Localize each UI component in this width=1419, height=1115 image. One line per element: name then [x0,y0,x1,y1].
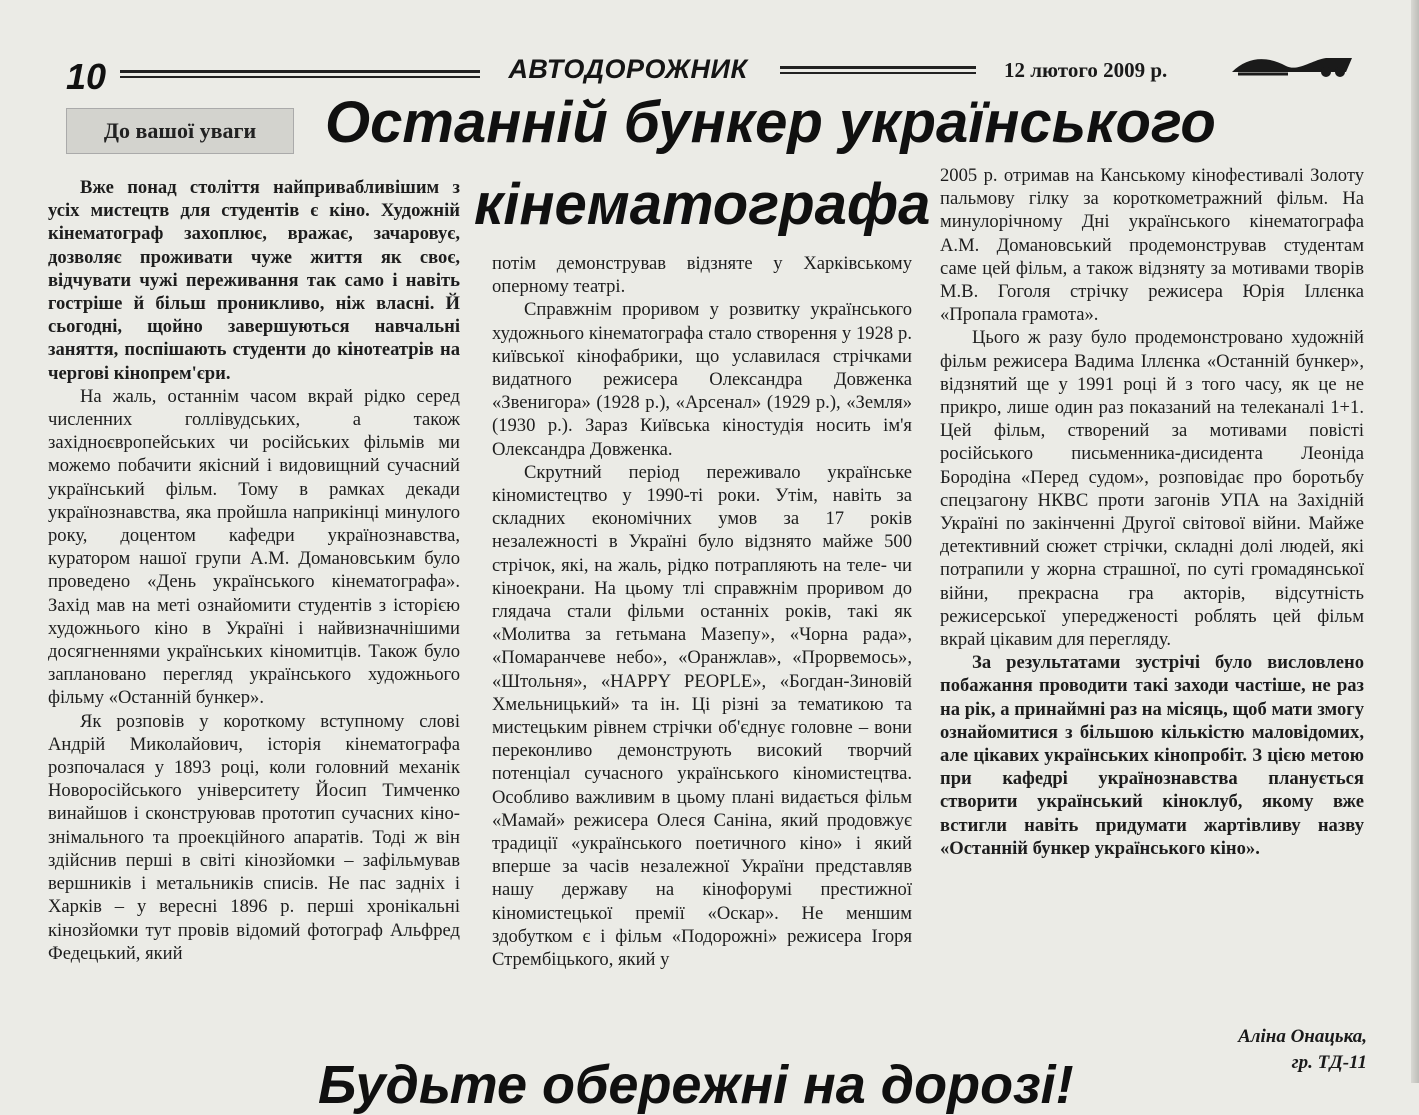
article-column-1 [48,176,460,965]
masthead-rule-right-bottom [780,72,976,74]
page-edge [1411,0,1419,1083]
paragraph: Як розповів у короткому вступному слові Андрій Миколайович, історія кінематографа розпочалася у 1893 році, коли головний механік Новоросійського університету Йосип Тимченко винайшов і сконструював прототип сучасних кіно-знімального та проекційного апаратів. Тоді ж він здійснив перші в світі кінозйомки – зафільмував вершників і метальників списів. Не пас задніх і Харків – у вересні 1896 р. перші хронікальні кінозйомки тут провів відомий фотограф Альфред Федецький, який [48,710,460,964]
article-headline-line2: кінематографа [474,172,931,237]
article-column-3 [940,164,1364,860]
paragraph: Справжнім проривом у розвитку українського художнього кінематографа стало створення у 1928 р. київської кінофабрики, що уславилася стрічками видатного режисера Олександра Довженка «Звенигора» (1928 р.), «Арсенал» (1929 р.), «Земля» (1930 р.). Зараз Київська кіностудія носить ім'я Олександра Довженка. [492,299,912,460]
article-headline-line1: Останній бункер українського [325,90,1216,155]
section-tag: До вашої уваги [66,108,294,154]
next-article-headline: Будьте обережні на дорозі! [318,1055,1074,1115]
paragraph: Скрутний період переживало українське кіномистецтво у 1990-ті роки. Утім, навіть за складних економічних умов за 17 років незалежності в Україні було відзнято майже 500 стрічок, які, на жаль, рідко потрапляють на теле- чи кіноекрани. На цьому тлі справжнім проривом до глядача стали фільми останніх років, такі як «Молитва за гетьмана Мазепу», «Чорна рада», «Помаранчеве небо», «Оранжлав», «Прорвемось», «Штольня», «HAPPY PEOPLE», «Богдан-Зиновій Хмельницький» та ін. Ці різні за тематикою та мистецьким рівнем стрічки об'єднує головне – вони переконливо демонструють високий творчий потенціал сучасного українського кіномистецтва. Особливо важливим в цьому плані видається фільм «Мамай» режисера Олеся Саніна, який продовжує традиції «українського поетичного кіно» і який вперше за часів незалежної України представляв нашу державу на кінофорумі престижної кіномистецької премії «Оскар». Не меншим здобутком є і фільм «Подорожні» режисера Ігоря Стрембіцького, який у [492,461,912,971]
page-number: 10 [66,56,107,97]
masthead-rule-right-top [780,66,976,69]
masthead-rule-left-bottom [120,76,480,78]
byline-group: гр. ТД-11 [1291,1052,1367,1073]
paragraph: 2005 р. отримав на Канському кінофестивалі Золоту пальмову гілку за короткометражний фільм. На минулорічному Дні українського кінематографа А.М. Домановський продемонстрував студентам саме цей фільм, а також відзняту за мотивами творів М.В. Гоголя стрічку режисера Юрія Іллєнка «Пропала грамота». [940,165,1364,326]
paragraph: Цього ж разу було продемонстровано художній фільм режисера Вадима Іллєнка «Останній бункер», відзнятий ще у 1991 році й з того часу, як це не прикро, лише один раз показаний на телеканалі 1+1. Цей фільм, створений за мотивами повісті російського письменника-дисидента Леоніда Бородіна «Перед судом», розповідає про боротьбу спецзагону НКВС проти загонів УПА на Західній Україні по закінченні Другої світової війни. Майже детективний сюжет стрічки, складні долі людей, які потрапили у жорна страшної, по суті громадянської війни, прекрасна гра акторів, відсутність режисерської упередженості роблять цей фільм вкрай цікавим для перегляду. [940,327,1364,651]
masthead-title: АВТОДОРОЖНИК [508,54,748,84]
paragraph: На жаль, останнім часом вкрай рідко серед численних голлівудських, а також західноєвропейських чи російських фільмів ми можемо побачити якісний і видовищний сучасний український фільм. Тому в рамках декади українознавства, яка пройшла наприкінці минулого року, доцентом кафедри українознавства, куратором нашої групи А.М. Домановським було проведено «День українського кінематографа». Захід мав на меті ознайомити студентів з історією художнього кіно в Україні і найвизначнішими досягненнями українських кіномитців. Також було заплановано перегляд українського художнього фільму «Останній бункер». [48,385,460,709]
closing-paragraph: За результатами зустрічі було висловлено побажання проводити такі заходи частіше, не раз на рік, а принаймні раз на місяць, щоб мати змогу ознайомитися з більшою кількістю маловідомих, але цікавих українських кінопробіт. З цією метою при кафедрі українознавства планується створити український кіноклуб, якому вже встигли навіть придумати жартівливу назву «Останній бункер українського кіно». [940,652,1364,859]
lead-paragraph: Вже понад століття найпривабливішим з усіх мистецтв для студентів є кіно. Художній кінематограф захоплює, вражає, зачаровує, дозволяє проживати чуже життя як своє, відчувати чужі переживання так само і навіть гостріше й більш проникливо, ніж власні. Й сьогодні, щойно завершуються навчальні заняття, поспішають студенти до кінотеатрів на чергові кінопрем'єри. [48,177,460,384]
newspaper-logo-icon [1228,52,1356,78]
paragraph: потім демонстрував відзняте у Харківському оперному театрі. [492,253,912,298]
byline-author: Аліна Онацька, [1238,1026,1367,1047]
article-column-2 [492,252,912,971]
issue-date: 12 лютого 2009 р. [1004,58,1168,82]
masthead-rule-left-top [120,70,480,73]
